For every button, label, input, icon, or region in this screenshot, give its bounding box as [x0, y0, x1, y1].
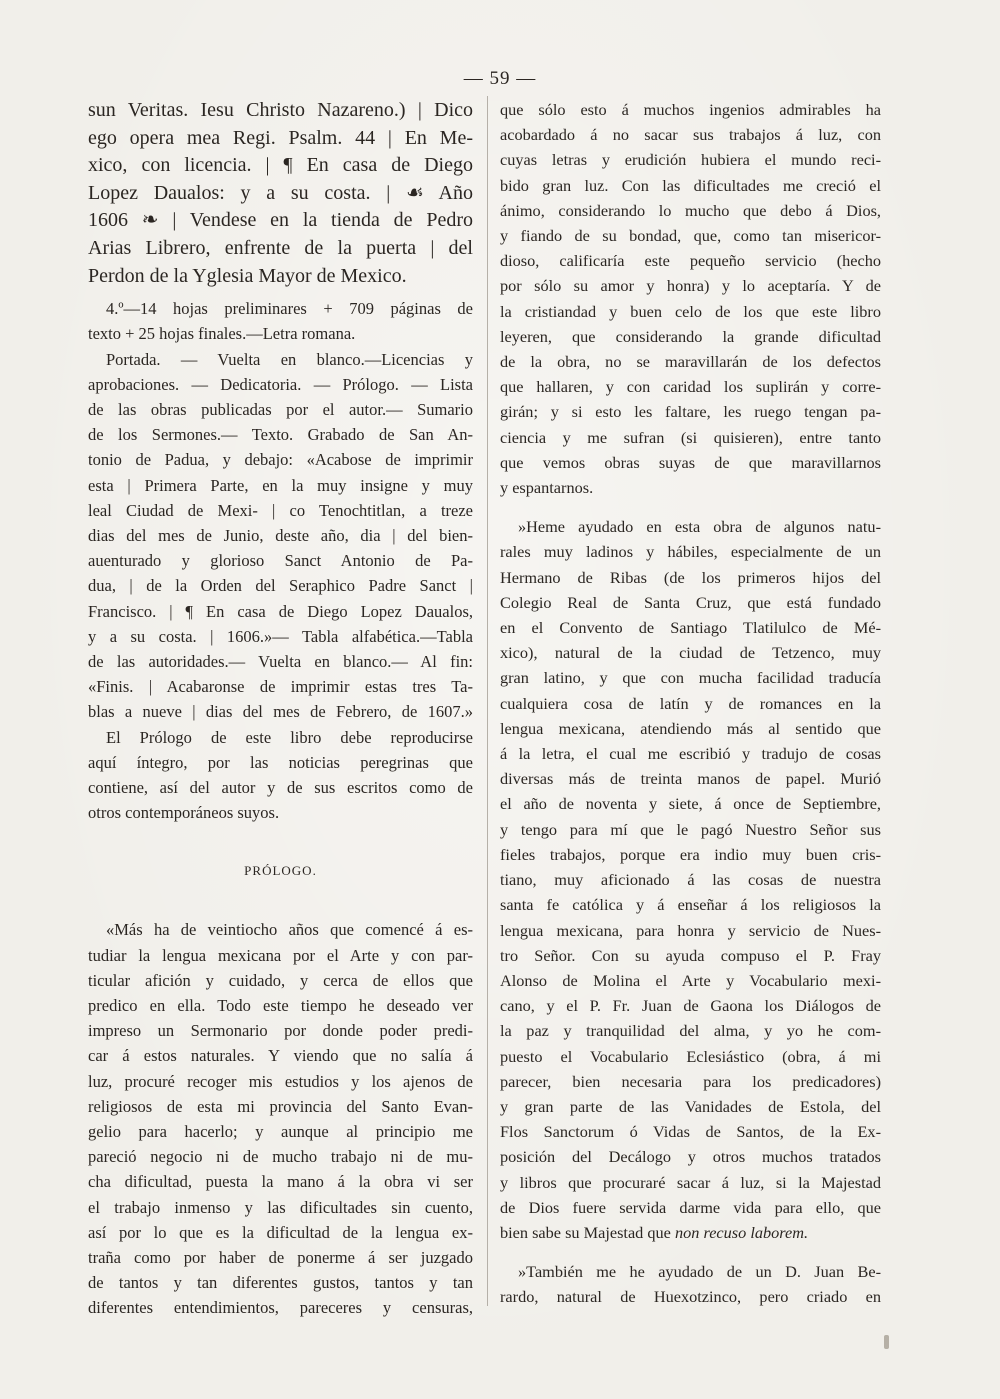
text-line: traña como por haber de ponerme á ser juzgado [88, 1248, 473, 1268]
text-line: de la obra, no se maravillarán de los defectos [500, 352, 881, 372]
text-line: Lopez Daualos: y a su costa. | ☙ Año [88, 181, 473, 204]
text-line: «Más ha de veintiocho años que comencé á es- [106, 920, 473, 940]
physical-description [88, 296, 473, 346]
text-line: predico en ella. Todo este tiempo he deseado ver [88, 996, 473, 1016]
text-line: tonio de Padua, y debajo: «Acabose de imprimir [88, 450, 473, 470]
text-line: xico, con licencia. | ¶ En casa de Diego [88, 154, 473, 177]
book-title-transcription [88, 97, 473, 290]
text-line: otros contemporáneos suyos. [88, 803, 280, 823]
text-line: car á estos naturales. Y viendo que no salía á [88, 1046, 473, 1066]
text-line: Perdon de la Yglesia Mayor de Mexico. [88, 264, 407, 287]
text-line: ánimo, considerando lo mucho que debo á Dios, [500, 200, 881, 220]
text-fragment: bien sabe su Majestad que [500, 1222, 671, 1242]
text-line: dias del mes de Junio, deste año, dia | del bien- [88, 525, 473, 545]
text-line: religiosos de esta mi provincia del Santo Evan- [88, 1096, 473, 1116]
text-line: y fiando de su bondad, que, como tan misericor- [500, 226, 881, 246]
text-line: El Prólogo de este libro debe reproducirse [106, 727, 473, 747]
left-column [88, 97, 473, 1321]
text-line: que vemos obras suyas de que maravillarnos [500, 452, 881, 472]
text-line: en el Convento de Santiago Tlatilulco de Mé- [500, 618, 881, 638]
text-line: blas a nueve | dias del mes de Febrero, de 1607.» [88, 702, 473, 722]
text-line: Portada. — Vuelta en blanco.—Licencias y [106, 349, 473, 369]
text-line: ego opera mea Regi. Psalm. 44 | En Me- [88, 126, 473, 149]
text-line: aquí íntegro, por las noticias peregrinas que [88, 752, 473, 772]
text-line: la paz y tranquilidad del alma, y yo he com- [500, 1021, 881, 1041]
text-line: por sólo su amor y honra) y lo aceptaría. Y de [500, 276, 881, 296]
text-line: gran latino, y que con mucha facilidad traducía [500, 668, 881, 688]
text-line: dua, | de la Orden del Seraphico Padre Sanct | [88, 576, 473, 596]
latin-quote: non recuso laborem. [674, 1222, 809, 1242]
text-line: así por lo que es la dificultad de la lengua ex- [88, 1222, 473, 1242]
prologue-paragraph-final-line [500, 1220, 881, 1245]
page-number: — 59 — [463, 68, 537, 89]
text-line: y libros que procuraré sacar á luz, si la Majestad [500, 1172, 881, 1192]
text-line: gelio para hacerlo; y aunque al principio me [88, 1122, 473, 1142]
text-line: Colegio Real de Santa Cruz, que está fundado [500, 592, 881, 612]
text-line: de tantos y tan diferentes gustos, tantos y tan [88, 1273, 473, 1293]
text-line: acobardado á no sacar sus trabajos á luz, con [500, 125, 881, 145]
text-line: dioso, calificaría este pequeño servicio (hecho [500, 251, 881, 271]
text-line: de las obras publicadas por el autor.— Sumario [88, 399, 473, 419]
text-line: esta | Primera Parte, en la muy insigne y muy [88, 475, 473, 495]
text-line: diferentes entendimientos, pareceres y censuras, [88, 1298, 473, 1318]
text-line: de las autoridades.— Vuelta en blanco.— Al fin: [88, 652, 473, 671]
column-divider [487, 96, 488, 1306]
text-line: cuyas letras y erudición hubiera el mundo reci- [500, 150, 881, 170]
text-line: 4.º—14 hojas preliminares + 709 páginas de [106, 299, 473, 319]
text-line: auenturado y glorioso Sanct Antonio de Pa- [88, 551, 473, 571]
prologue-continued [500, 97, 881, 500]
text-line: de los Sermones.— Texto. Grabado de San An- [88, 425, 473, 445]
text-line: luz, procuré recoger mis estudios y los ajenos de [88, 1071, 473, 1091]
text-line: que hallaren, y con caridad los suplirán y corre- [500, 377, 881, 397]
text-line: pareció negocio ni de mucho trabajo ni de mu- [88, 1147, 473, 1167]
text-line: posición del Decálogo y otros muchos tratados [500, 1147, 881, 1167]
text-line: el trabajo inmenso y las dificultades sin cuento, [88, 1197, 473, 1217]
text-line: Hermano de Ribas (de los primeros hijos del [500, 567, 881, 587]
text-line: contiene, así del autor y de sus escritos como de [88, 778, 473, 798]
prologue-heading: PRÓLOGO. [244, 863, 317, 879]
text-line: y a su costa. | 1606.»— Tabla alfabética.—Tabla [88, 626, 473, 646]
text-line: parecer, bien necesaria para los predicadores) [500, 1071, 881, 1091]
text-line: lengua mexicana, para honra y servicio de Nues- [500, 920, 881, 940]
text-line: cano, y el P. Fr. Juan de Gaona los Diálogos de [500, 996, 881, 1016]
text-line: bido gran luz. Con las dificultades me creció el [500, 175, 881, 195]
text-line: y espantarnos. [500, 478, 594, 498]
text-line: tiano, muy aficionado á las cosas de nuestra [500, 870, 881, 890]
text-line: Francisco. | ¶ En casa de Diego Lopez Daualos, [88, 601, 473, 621]
text-line: diversas más de treinta manos de papel. Murió [500, 769, 881, 789]
text-line: »También me he ayudado de un D. Juan Be- [518, 1262, 881, 1282]
prologue-note [88, 725, 473, 826]
text-line: impreso un Sermonario por donde poder predi- [88, 1021, 473, 1041]
text-line: cha dificultad, puesta la mano á la obra vi ser [88, 1172, 473, 1192]
text-line: ticular afición y cuidado, y cerca de ellos que [88, 970, 473, 990]
text-line: rales muy ladinos y hábiles, especialmente de un [500, 542, 881, 562]
text-line: de Dios fuere servida darme vida para ello, que [500, 1197, 881, 1217]
right-column [500, 97, 881, 1310]
text-line: rardo, natural de Huexotzinco, pero criado en [500, 1287, 881, 1307]
text-line: santa fe católica y á enseñar á los religiosos la [500, 895, 881, 915]
text-line: leal Ciudad de Mexi- | co Tenochtitlan, a treze [88, 500, 473, 520]
text-line: que sólo esto á muchos ingenios admirables ha [500, 100, 881, 119]
text-line: aprobaciones. — Dedicatoria. — Prólogo. — Lista [88, 374, 473, 394]
text-line: lengua mexicana, atendiendo más al sentido que [500, 718, 881, 738]
text-line: Arias Librero, enfrente de la puerta | del [88, 236, 473, 259]
text-line: tro Señor. Con su ayuda compuso el P. Fray [500, 945, 881, 965]
text-line: «Finis. | Acabaronse de imprimir estas tres Ta- [88, 677, 473, 697]
text-line: la cristiandad y buen celo de los que este libro [500, 301, 881, 321]
text-line: 1606 ❧ | Vendese en la tienda de Pedro [88, 209, 473, 232]
prologue-paragraph-ribas [500, 514, 881, 1220]
text-line: ciencia y me sufran (si quisieren), entre tanto [500, 427, 881, 447]
text-line: »Heme ayudado en esta obra de algunos natu- [518, 517, 881, 537]
text-line: Alonso de Molina el Arte y Vocabulario mexi- [500, 970, 881, 990]
text-line: y gran parte de las Vanidades de Estola, del [500, 1096, 881, 1116]
text-line: leyeren, que considerando la grande dificultad [500, 326, 881, 346]
text-line: tudiar la lengua mexicana por el Arte y con par- [88, 945, 473, 965]
text-line: el año de noventa y siete, á once de Septiembre, [500, 794, 881, 814]
text-line: cualquiera cosa de latín y de romances en la [500, 693, 881, 713]
text-line: puesto el Vocabulario Eclesiástico (obra, á mi [500, 1046, 881, 1066]
text-line: Flos Sanctorum ó Vidas de Santos, de la Ex- [500, 1122, 881, 1142]
text-line: sun Veritas. Iesu Christo Nazareno.) | Dico [88, 99, 473, 121]
text-line: á la letra, el cual me escribió y tradujo de cosas [500, 744, 881, 764]
text-line: fieles trabajos, porque era indio muy buen cris- [500, 844, 881, 864]
prologue-paragraph-berardo [500, 1259, 881, 1309]
prologue-text [88, 917, 473, 1320]
text-line: y tengo para mí que le pagó Nuestro Señor sus [500, 819, 881, 839]
text-line [500, 1220, 881, 1245]
text-line: girán; y si esto les faltare, les ruego tengan pa- [500, 402, 881, 422]
text-line: xico), natural de la ciudad de Tetzenco, muy [500, 643, 881, 663]
print-smudge [884, 1335, 889, 1349]
text-line: texto + 25 hojas finales.—Letra romana. [88, 324, 356, 344]
contents-description [88, 347, 473, 725]
